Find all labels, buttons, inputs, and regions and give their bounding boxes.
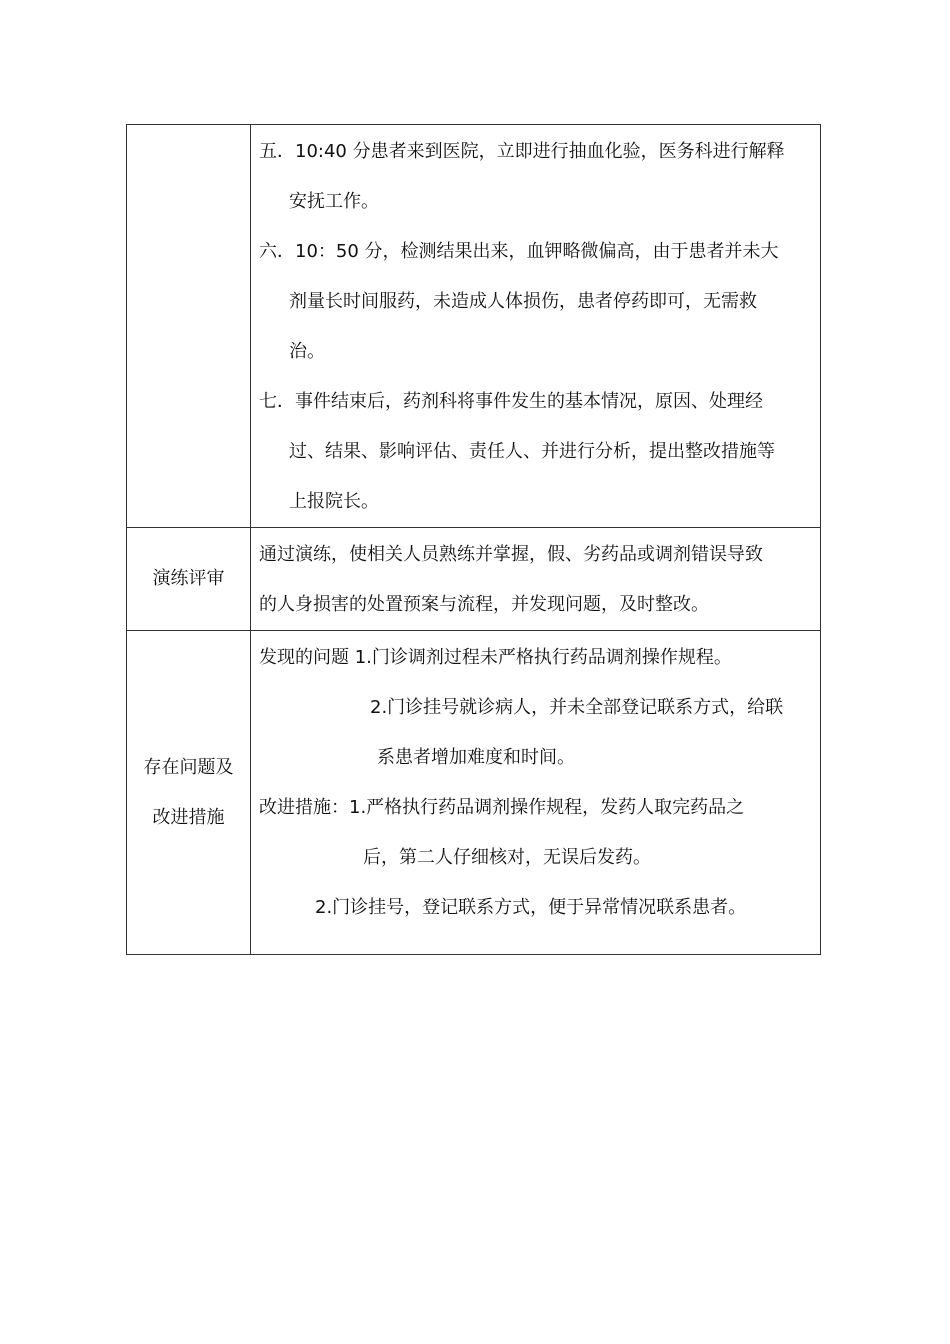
step-five-line-2: 安抚工作。 xyxy=(289,191,379,212)
procedure-label-cell xyxy=(127,125,251,528)
step-six-line-1: 六．10：50 分，检测结果出来，血钾略微偏高，由于患者并未大 xyxy=(259,241,779,262)
step-seven-line-3: 上报院长。 xyxy=(289,491,379,512)
step-six-line-3: 治。 xyxy=(289,341,325,362)
issues-label-cell xyxy=(127,631,251,955)
measure-2: 2.门诊挂号，登记联系方式，便于异常情况联系患者。 xyxy=(315,897,747,918)
problem-1: 发现的问题 1.门诊调剂过程未严格执行药品调剂操作规程。 xyxy=(259,647,732,668)
step-seven-line-1: 七．事件结束后，药剂科将事件发生的基本情况，原因、处理经 xyxy=(259,391,763,412)
issues-label-line-1: 存在问题及 xyxy=(143,756,234,778)
review-label: 演练评审 xyxy=(152,568,225,589)
problem-2-line-2: 系患者增加难度和时间。 xyxy=(377,747,575,768)
table-row-procedure xyxy=(127,125,821,528)
drill-record-table xyxy=(126,124,821,955)
table-row-issues xyxy=(127,631,821,955)
table-row-review xyxy=(127,528,821,631)
problem-2-line-1: 2.门诊挂号就诊病人，并未全部登记联系方式，给联 xyxy=(370,697,784,718)
measure-1-line-2: 后，第二人仔细核对，无误后发药。 xyxy=(363,847,651,868)
step-seven-line-2: 过、结果、影响评估、责任人、并进行分析，提出整改措施等 xyxy=(289,441,775,462)
step-five-line-1: 五．10:40 分患者来到医院，立即进行抽血化验，医务科进行解释 xyxy=(259,141,785,162)
review-label-cell xyxy=(127,528,251,631)
review-line-2: 的人身损害的处置预案与流程，并发现问题，及时整改。 xyxy=(259,594,709,615)
review-line-1: 通过演练，使相关人员熟练并掌握，假、劣药品或调剂错误导致 xyxy=(259,544,763,565)
issues-content-cell xyxy=(251,631,821,955)
issues-label-line-2: 改进措施 xyxy=(152,806,225,828)
review-content-cell xyxy=(251,528,821,631)
measure-1-line-1: 改进措施：1.严格执行药品调剂操作规程，发药人取完药品之 xyxy=(259,797,745,818)
procedure-content-cell xyxy=(251,125,821,528)
step-six-line-2: 剂量长时间服药，未造成人体损伤，患者停药即可，无需救 xyxy=(289,291,757,312)
